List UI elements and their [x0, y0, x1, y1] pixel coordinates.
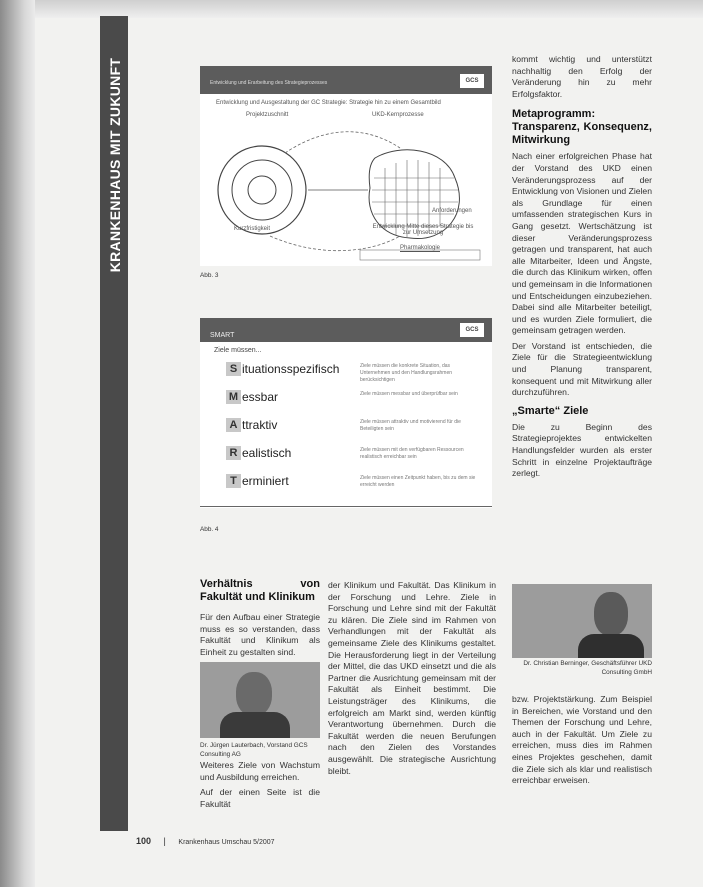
right-intro: kommt wichtig und unterstützt nachhaltig den Erfolg der Veränderung hin zu mehr Erfolgsfaktor.: [512, 54, 652, 99]
publisher-logo-2: GCS: [460, 323, 484, 337]
portrait-photo-right: [512, 584, 652, 658]
figure2-caption: Abb. 4: [200, 526, 219, 533]
journal-name: Krankenhaus Umschau 5/2007: [178, 839, 275, 846]
portrait-body: [578, 634, 644, 658]
outer-circle: [218, 146, 306, 234]
smarte-ziele-heading: „Smarte“ Ziele: [512, 404, 589, 417]
right-body4: bzw. Projektstärkung. Zum Beispiel in Bereichen, wie Vorstand und den Themen der Forschung und Lehre, auch in der Fakultät. Um Ziele zu erreichen, muss dies im Rahmen eines Projektes geschehen, damit die Ziele sich als klar und realistisch erreichbar erweisen.: [512, 694, 652, 786]
smart-letter: M: [226, 390, 241, 404]
figure2-header-text: SMART: [210, 332, 235, 339]
connector-bottom: [270, 236, 400, 251]
smart-word: ituationsspezifisch: [242, 362, 340, 376]
smart-description: Ziele müssen messbar und überprüfbar sein: [360, 391, 458, 397]
smart-description: Ziele müssen attraktiv und motivierend für die Beteiligten sein: [360, 419, 461, 432]
portrait-left-body: [220, 712, 290, 738]
middle-column: [328, 580, 496, 781]
smart-letter: R: [226, 446, 241, 460]
smart-letter: S: [226, 362, 241, 376]
smart-letter: T: [226, 474, 241, 488]
left-section-lower: [200, 760, 320, 814]
smart-description: Ziele müssen die konkrete Situation, das Unternehmen und den Handlungsrahmen berücksichtigen: [360, 363, 453, 383]
left-body2: Weiteres Ziele von Wachstum und Ausbildung erreichen.: [200, 760, 320, 782]
smart-description: Ziele müssen einen Zeitpunkt haben, bis zu dem sie erreicht werden: [360, 475, 476, 488]
portrait-left-head: [236, 672, 272, 716]
right-column: [512, 54, 652, 484]
strategy-diagram: [200, 118, 492, 268]
right-label: UKD-Kernprozesse: [372, 112, 424, 118]
left-section: [200, 578, 320, 662]
figure2-bottom-rule: [200, 506, 492, 507]
portrait-head: [594, 592, 628, 636]
figure2-subheader: Ziele müssen...: [214, 347, 262, 354]
figure-header: [200, 66, 492, 94]
right-photo-caption: Dr. Christian Berninger, Geschäftsführer UKD Consulting GmbH: [523, 660, 652, 676]
figure-title: Entwicklung und Ausgestaltung der GC Strategie: Strategie hin zu einem Gesamtbild: [216, 100, 441, 106]
footer-divider: |: [163, 836, 166, 846]
middle-body: der Klinikum und Fakultät. Das Klinikum in der Forschung und Lehre. Ziele in Forschung und Lehre sind mit der Fakultät zu klären. Die Ziele sind im Rahmen von Verhandlungen mit der Fakultät als gemeinsame Ziele des Klinikums gestaltet. Die Herausforderung liegt in der Verteilung der Mittel, die das UKD einsetzt und die als Partner die Ausrichtung gemeinsam mit der Fakultät als Einheit bestimmt. Die Leistungsträger des Klinikums, die erfolgreich am Markt sind, werden künftig Verantwortung übernehmen. Durch die Fakultät werden die neuen Berufungen nach den Zielen des Vorstandes ausgewählt. Die strategische Ausrichtung bleibt.: [328, 580, 496, 776]
scan-shadow: [0, 0, 35, 887]
right-column-lower: [512, 694, 652, 791]
figure-smart: [200, 318, 492, 508]
figure-header-text: Entwicklung und Erarbeitung des Strategieprozesses: [210, 80, 328, 86]
inner-circle: [248, 176, 276, 204]
scan-top-band: [35, 0, 703, 18]
publisher-logo: GCS: [460, 74, 484, 88]
smart-letter: A: [226, 418, 241, 432]
figure-strategy-diagram: [200, 66, 492, 266]
right-body2: Der Vorstand ist entschieden, die Ziele für die Strategieentwicklung und Planung transparent, konsequent und mit Mitwirkung aller durchzuführen.: [512, 340, 652, 398]
note-label: Anforderungen: [432, 208, 472, 214]
metaprogramm-heading: Metaprogramm: Transparenz, Konsequenz, Mitwirkung: [512, 108, 652, 147]
footer: [136, 836, 275, 846]
spine-title: KRANKENHAUS MIT ZUKUNFT: [107, 57, 123, 273]
left-body3: Auf der einen Seite ist die Fakultät: [200, 787, 320, 809]
smart-word: essbar: [242, 390, 279, 404]
connector-top: [285, 132, 400, 153]
portrait-photo-left: [200, 662, 320, 738]
left-label: Projektzuschnitt: [246, 112, 289, 118]
right-body3: Die zu Beginn des Strategieprojektes entwickelten Handlungsfelder wurden als erster Schritt in einzelne Projektaufträge zerlegt.: [512, 421, 652, 479]
figure1-caption: Abb. 3: [200, 272, 219, 279]
left-photo-caption: Dr. Jürgen Lauterbach, Vorstand GCS Consulting AG: [200, 742, 308, 758]
figure2-header: [200, 318, 492, 342]
left-heading: Verhältnis von Fakultät und Klinikum: [200, 578, 320, 603]
middle-circle: [232, 160, 292, 220]
page-number: 100: [136, 836, 152, 846]
left-body1: Für den Aufbau einer Strategie muss es so verstanden, dass Fakultät und Klinikum als Einheit zu gestalten sind.: [200, 612, 320, 657]
smart-word: ttraktiv: [242, 418, 278, 432]
pharmakologie-box: Pharmakologie: [400, 245, 441, 251]
right-body1: Nach einer erfolgreichen Phase hat der Vorstand des UKD einen Veränderungsprozess auf der Entwicklung von Visionen und Zielen als Grundlage für einen umfassenden strategischen Kurs in Gang gesetzt. Wertschätzung ist dieser Veränderungsprozess getragen und transparent, hat auch alle Mitarbeiter, Ideen und Ängste, die durch das Klinikum wirken, offen und gemeinsam in die Informationen und Entscheidungen einzubeziehen. Dabei sind alle Mitarbeiter beteiligt, und es wurden Ziele formuliert, die gemeinsam getragen werden.: [512, 151, 652, 336]
bottom-right-label: Entwicklung Mitte dieses Strategie bis zur Umsetzung: [372, 224, 474, 236]
bottom-left-label: Kurzfristigkeit: [234, 226, 271, 232]
smart-description: Ziele müssen mit den verfügbaren Ressourcen realistisch erreichbar sein: [360, 447, 464, 460]
smart-word: ealistisch: [242, 446, 292, 460]
smart-word: erminiert: [242, 474, 289, 488]
